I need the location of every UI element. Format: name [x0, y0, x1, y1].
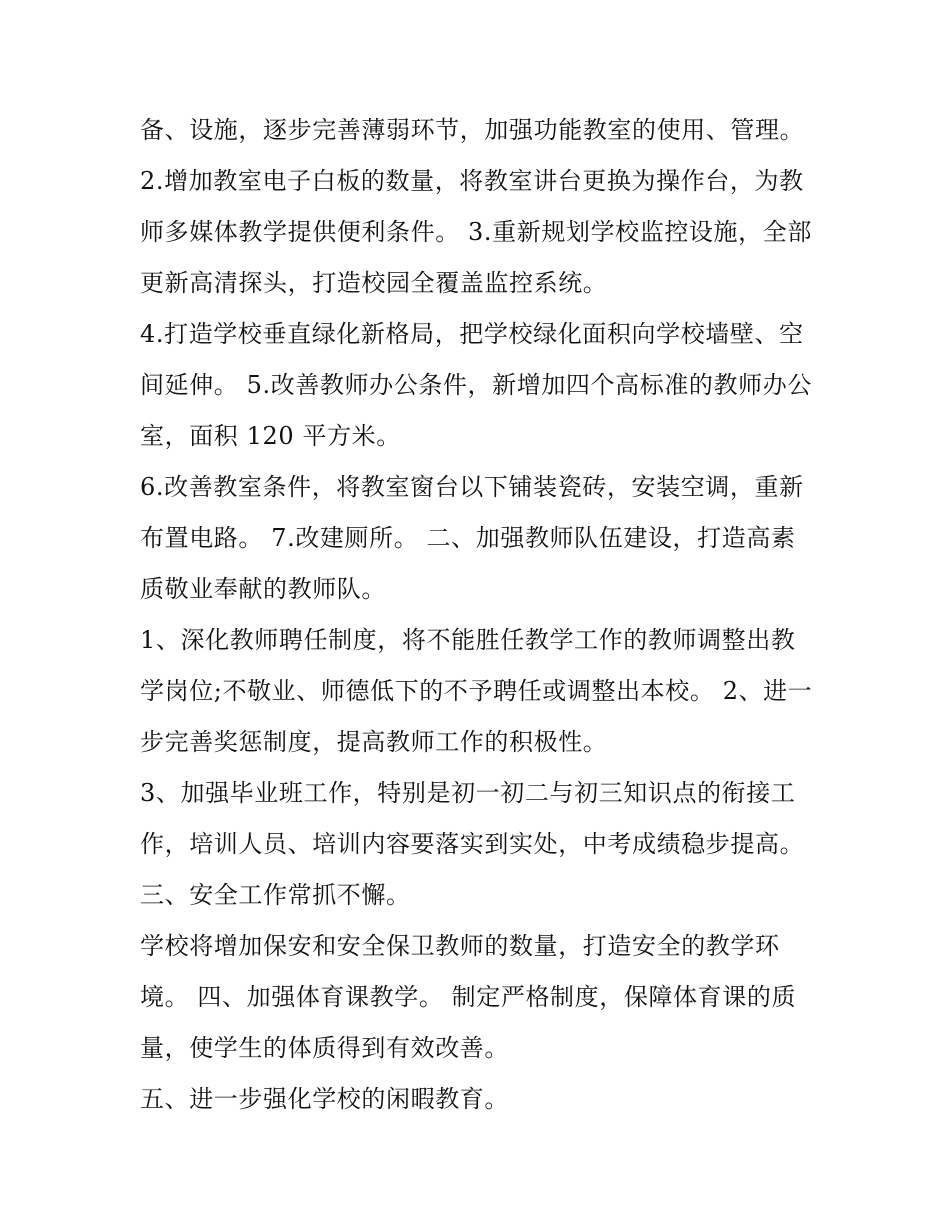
text-line: 三、安全工作常抓不懈。	[140, 881, 411, 909]
text-line: 室，面积 120 平方米。	[140, 422, 401, 450]
text-line: 3、加强毕业班工作，特别是初一初二与初三知识点的衔接工	[140, 779, 796, 807]
text-line: 备、设施，逐步完善薄弱环节，加强功能教室的使用、管理。	[140, 116, 805, 144]
text-line: 4.打造学校垂直绿化新格局，把学校绿化面积向学校墙壁、空	[140, 320, 804, 348]
text-line: 师多媒体教学提供便利条件。 3.重新规划学校监控设施，全部	[140, 218, 812, 246]
text-line: 间延伸。 5.改善教师办公条件，新增加四个高标准的教师办公	[140, 371, 812, 399]
text-line: 五、进一步强化学校的闲暇教育。	[140, 1085, 509, 1113]
text-line: 6.改善教室条件，将教室窗台以下铺装瓷砖，安装空调，重新	[140, 473, 804, 501]
text-line: 作，培训人员、培训内容要落实到实处，中考成绩稳步提高。	[140, 830, 805, 858]
text-line: 2.增加教室电子白板的数量，将教室讲台更换为操作台，为教	[140, 167, 804, 195]
text-line: 学岗位;不敬业、师德低下的不予聘任或调整出本校。 2、进一	[140, 677, 813, 705]
document-body	[140, 105, 820, 1125]
text-line: 步完善奖惩制度，提高教师工作的积极性。	[140, 728, 608, 756]
text-line: 质敬业奉献的教师队。	[140, 575, 386, 603]
text-line: 更新高清探头，打造校园全覆盖监控系统。	[140, 269, 608, 297]
text-line: 布置电路。 7.改建厕所。 二、加强教师队伍建设，打造高素	[140, 524, 796, 552]
text-line: 1、深化教师聘任制度，将不能胜任教学工作的教师调整出教	[140, 626, 796, 654]
text-line: 境。 四、加强体育课教学。 制定严格制度，保障体育课的质	[140, 983, 797, 1011]
text-line: 学校将增加保安和安全保卫教师的数量，打造安全的教学环	[140, 932, 780, 960]
text-line: 量，使学生的体质得到有效改善。	[140, 1034, 509, 1062]
